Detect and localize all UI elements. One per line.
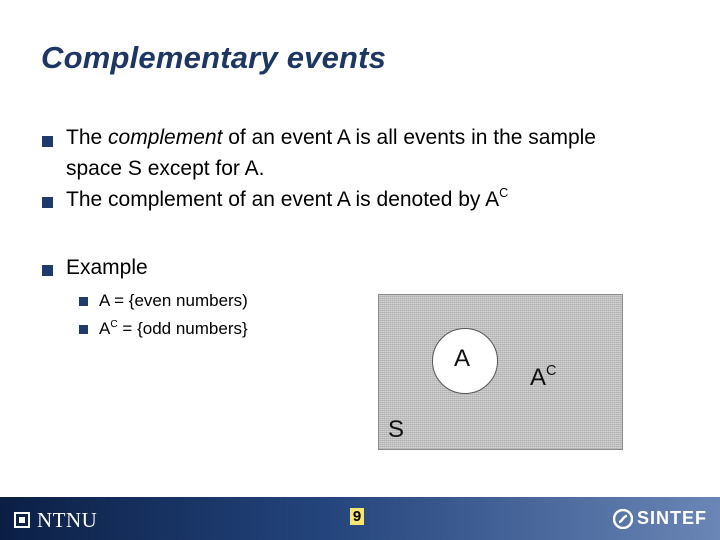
sintef-logo-text: SINTEF — [637, 508, 708, 528]
bullet-1-em: complement — [108, 126, 223, 149]
sample-space-rectangle — [378, 294, 623, 450]
complement-label — [530, 364, 556, 392]
sub-bullet-1: A = {even numbers) — [99, 291, 248, 310]
event-a-label: A — [454, 345, 471, 372]
sub-bullet-marker-icon — [79, 325, 88, 334]
sub-bullet-marker-icon — [79, 297, 88, 306]
sintef-logo-icon — [613, 509, 633, 529]
complement-label-sup: C — [546, 362, 557, 379]
bullet-marker-icon — [42, 197, 53, 208]
sub-bullet-2-pre: A — [99, 319, 111, 338]
bullet-marker-icon — [42, 265, 53, 276]
bullet-1-post: of an event A is all events in the sample — [222, 126, 596, 149]
bullet-1-line-2: space S except for A. — [66, 157, 265, 180]
sample-space-label: S — [388, 416, 405, 443]
sub-bullet-2-sup: C — [110, 318, 118, 330]
bullet-1-pre: The — [66, 126, 109, 149]
sub-bullet-2-post: = {odd numbers} — [117, 319, 248, 338]
bullet-3: Example — [66, 256, 148, 279]
slide-title: Complementary events — [41, 40, 387, 75]
bullet-marker-icon — [42, 136, 53, 147]
ntnu-logo-text: NTNU — [37, 508, 98, 532]
bullet-2 — [66, 188, 508, 212]
bullet-1-line-1 — [66, 126, 596, 150]
complement-label-base: A — [530, 364, 547, 391]
sub-bullet-2 — [99, 319, 248, 339]
bullet-2-sup: C — [499, 186, 509, 201]
page-number: 9 — [350, 508, 364, 525]
bullet-2-text: The complement of an event A is denoted by A — [66, 188, 500, 211]
ntnu-logo-icon — [14, 512, 30, 528]
